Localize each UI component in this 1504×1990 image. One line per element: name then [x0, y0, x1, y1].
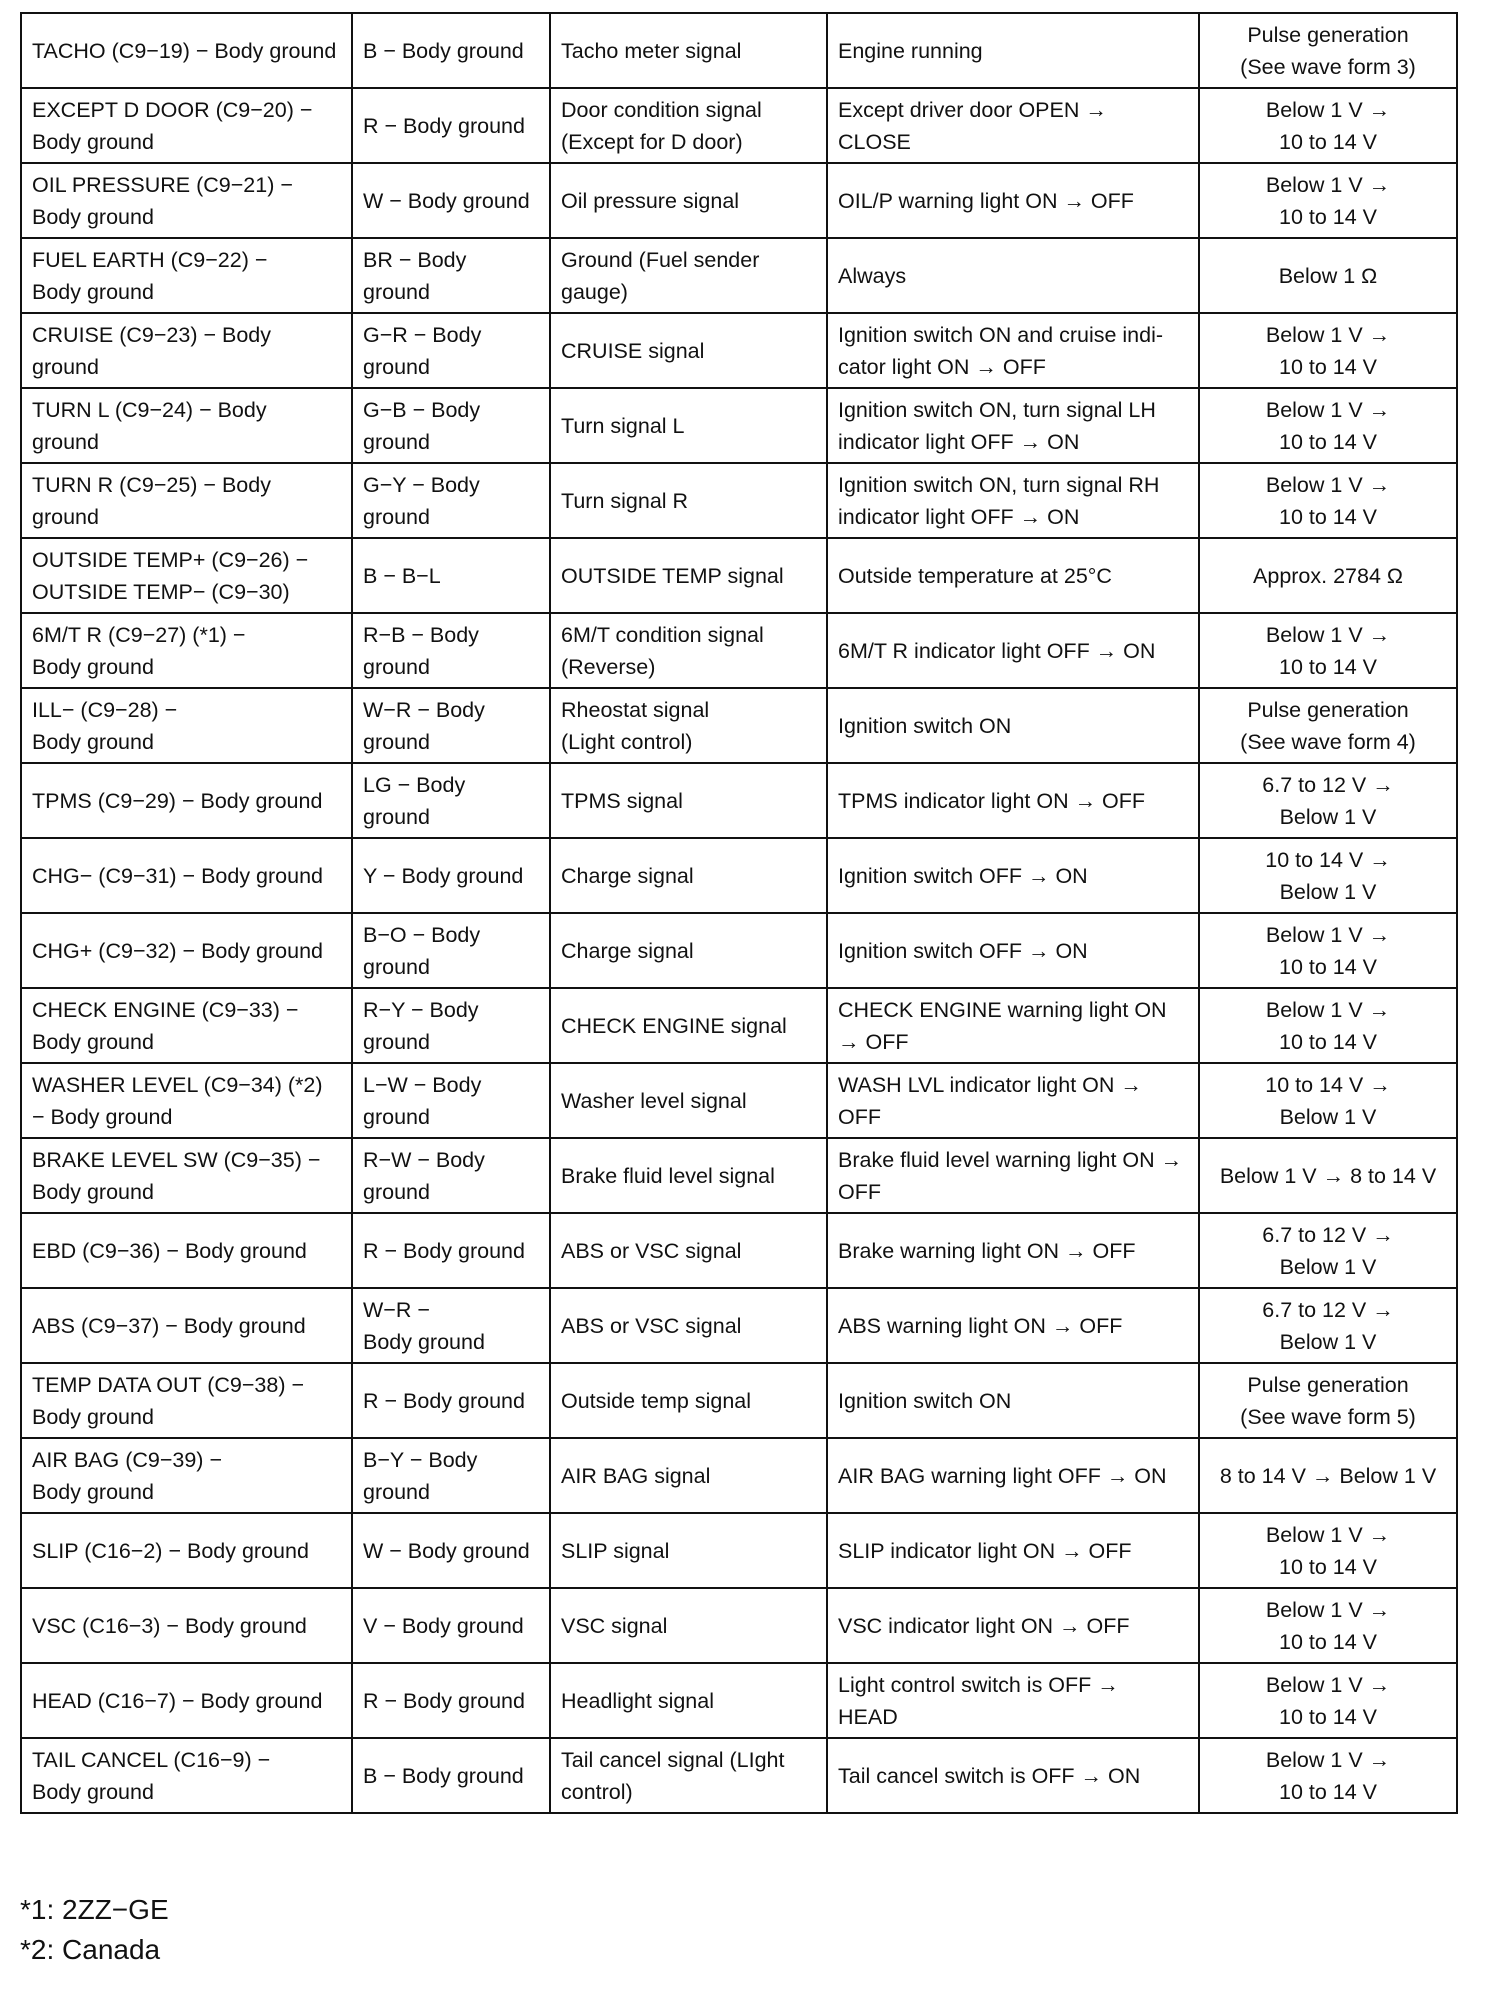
- wire-cell: R − Body ground: [352, 88, 550, 163]
- condition-cell: ABS warning light ON → OFF: [827, 1288, 1199, 1363]
- terminal-cell: TURN L (C9−24) − Body ground: [21, 388, 352, 463]
- wire-cell: V − Body ground: [352, 1588, 550, 1663]
- spec-cell: Pulse generation (See wave form 4): [1199, 688, 1457, 763]
- table-row: [21, 1063, 1457, 1138]
- spec-cell: Below 1 V → 10 to 14 V: [1199, 1513, 1457, 1588]
- terminal-cell: OUTSIDE TEMP+ (C9−26) − OUTSIDE TEMP− (C9−30): [21, 538, 352, 613]
- footnote-2: *2: Canada: [20, 1934, 161, 1965]
- description-cell: ABS or VSC signal: [550, 1288, 827, 1363]
- wire-cell: R − Body ground: [352, 1663, 550, 1738]
- table-row: [21, 88, 1457, 163]
- table-row: [21, 613, 1457, 688]
- condition-cell: Tail cancel switch is OFF → ON: [827, 1738, 1199, 1813]
- condition-cell: SLIP indicator light ON → OFF: [827, 1513, 1199, 1588]
- terminal-cell: FUEL EARTH (C9−22) − Body ground: [21, 238, 352, 313]
- table-row: [21, 688, 1457, 763]
- description-cell: Oil pressure signal: [550, 163, 827, 238]
- spec-cell: 6.7 to 12 V → Below 1 V: [1199, 1288, 1457, 1363]
- terminal-cell: OIL PRESSURE (C9−21) − Body ground: [21, 163, 352, 238]
- wire-cell: LG − Body ground: [352, 763, 550, 838]
- condition-cell: 6M/T R indicator light OFF → ON: [827, 613, 1199, 688]
- spec-cell: Below 1 V → 10 to 14 V: [1199, 988, 1457, 1063]
- wire-cell: R−Y − Body ground: [352, 988, 550, 1063]
- wire-cell: W−R − Body ground: [352, 688, 550, 763]
- condition-cell: WASH LVL indicator light ON → OFF: [827, 1063, 1199, 1138]
- description-cell: CHECK ENGINE signal: [550, 988, 827, 1063]
- wire-cell: BR − Body ground: [352, 238, 550, 313]
- condition-cell: Ignition switch ON: [827, 688, 1199, 763]
- condition-cell: TPMS indicator light ON → OFF: [827, 763, 1199, 838]
- condition-cell: Ignition switch OFF → ON: [827, 838, 1199, 913]
- spec-cell: Approx. 2784 Ω: [1199, 538, 1457, 613]
- spec-cell: Below 1 V → 10 to 14 V: [1199, 613, 1457, 688]
- spec-cell: Below 1 V → 10 to 14 V: [1199, 1663, 1457, 1738]
- wire-cell: B−O − Body ground: [352, 913, 550, 988]
- description-cell: Charge signal: [550, 913, 827, 988]
- spec-cell: Below 1 V → 10 to 14 V: [1199, 913, 1457, 988]
- spec-cell: 6.7 to 12 V → Below 1 V: [1199, 1213, 1457, 1288]
- condition-cell: Brake fluid level warning light ON → OFF: [827, 1138, 1199, 1213]
- wire-cell: B − B−L: [352, 538, 550, 613]
- spec-cell: Pulse generation (See wave form 5): [1199, 1363, 1457, 1438]
- terminal-cell: TURN R (C9−25) − Body ground: [21, 463, 352, 538]
- table-row: [21, 1213, 1457, 1288]
- footnote-1: *1: 2ZZ−GE: [20, 1894, 169, 1925]
- table-row: [21, 1438, 1457, 1513]
- spec-cell: Below 1 V → 8 to 14 V: [1199, 1138, 1457, 1213]
- spec-cell: Below 1 V → 10 to 14 V: [1199, 163, 1457, 238]
- spec-cell: 8 to 14 V → Below 1 V: [1199, 1438, 1457, 1513]
- terminal-cell: CHG− (C9−31) − Body ground: [21, 838, 352, 913]
- table-row: [21, 913, 1457, 988]
- spec-cell: Pulse generation (See wave form 3): [1199, 13, 1457, 88]
- description-cell: 6M/T condition signal (Reverse): [550, 613, 827, 688]
- spec-cell: Below 1 Ω: [1199, 238, 1457, 313]
- description-cell: AIR BAG signal: [550, 1438, 827, 1513]
- table-row: [21, 538, 1457, 613]
- spec-cell: Below 1 V → 10 to 14 V: [1199, 88, 1457, 163]
- terminal-cell: CRUISE (C9−23) − Body ground: [21, 313, 352, 388]
- condition-cell: Ignition switch ON and cruise indi- cator light ON → OFF: [827, 313, 1199, 388]
- wire-cell: L−W − Body ground: [352, 1063, 550, 1138]
- spec-cell: Below 1 V → 10 to 14 V: [1199, 1738, 1457, 1813]
- terminal-cell: ILL− (C9−28) − Body ground: [21, 688, 352, 763]
- description-cell: Outside temp signal: [550, 1363, 827, 1438]
- condition-cell: CHECK ENGINE warning light ON → OFF: [827, 988, 1199, 1063]
- terminal-cell: WASHER LEVEL (C9−34) (*2) − Body ground: [21, 1063, 352, 1138]
- terminal-cell: EBD (C9−36) − Body ground: [21, 1213, 352, 1288]
- condition-cell: Brake warning light ON → OFF: [827, 1213, 1199, 1288]
- spec-cell: Below 1 V → 10 to 14 V: [1199, 313, 1457, 388]
- terminal-cell: CHG+ (C9−32) − Body ground: [21, 913, 352, 988]
- description-cell: Rheostat signal (Light control): [550, 688, 827, 763]
- description-cell: OUTSIDE TEMP signal: [550, 538, 827, 613]
- description-cell: Brake fluid level signal: [550, 1138, 827, 1213]
- condition-cell: VSC indicator light ON → OFF: [827, 1588, 1199, 1663]
- wire-cell: W − Body ground: [352, 1513, 550, 1588]
- terminal-spec-table: [20, 12, 1458, 1814]
- wire-cell: G−R − Body ground: [352, 313, 550, 388]
- terminal-cell: CHECK ENGINE (C9−33) − Body ground: [21, 988, 352, 1063]
- spec-cell: 10 to 14 V → Below 1 V: [1199, 838, 1457, 913]
- wire-cell: W−R − Body ground: [352, 1288, 550, 1363]
- table-row: [21, 838, 1457, 913]
- table-row: [21, 1513, 1457, 1588]
- table-row: [21, 1288, 1457, 1363]
- wire-cell: B − Body ground: [352, 13, 550, 88]
- spec-cell: Below 1 V → 10 to 14 V: [1199, 388, 1457, 463]
- description-cell: VSC signal: [550, 1588, 827, 1663]
- table-row: [21, 1663, 1457, 1738]
- terminal-cell: AIR BAG (C9−39) − Body ground: [21, 1438, 352, 1513]
- condition-cell: OIL/P warning light ON → OFF: [827, 163, 1199, 238]
- table-row: [21, 1138, 1457, 1213]
- wire-cell: R − Body ground: [352, 1363, 550, 1438]
- description-cell: Headlight signal: [550, 1663, 827, 1738]
- condition-cell: AIR BAG warning light OFF → ON: [827, 1438, 1199, 1513]
- table-row: [21, 238, 1457, 313]
- spec-cell: 10 to 14 V → Below 1 V: [1199, 1063, 1457, 1138]
- wire-cell: R−W − Body ground: [352, 1138, 550, 1213]
- terminal-cell: TAIL CANCEL (C16−9) − Body ground: [21, 1738, 352, 1813]
- description-cell: Washer level signal: [550, 1063, 827, 1138]
- condition-cell: Except driver door OPEN → CLOSE: [827, 88, 1199, 163]
- wire-cell: R−B − Body ground: [352, 613, 550, 688]
- terminal-spec-table-body: [21, 13, 1457, 1813]
- condition-cell: Engine running: [827, 13, 1199, 88]
- wire-cell: B − Body ground: [352, 1738, 550, 1813]
- description-cell: ABS or VSC signal: [550, 1213, 827, 1288]
- description-cell: Turn signal R: [550, 463, 827, 538]
- wire-cell: G−B − Body ground: [352, 388, 550, 463]
- description-cell: Turn signal L: [550, 388, 827, 463]
- spec-cell: 6.7 to 12 V → Below 1 V: [1199, 763, 1457, 838]
- condition-cell: Ignition switch OFF → ON: [827, 913, 1199, 988]
- condition-cell: Always: [827, 238, 1199, 313]
- table-row: [21, 313, 1457, 388]
- condition-cell: Light control switch is OFF → HEAD: [827, 1663, 1199, 1738]
- terminal-cell: TPMS (C9−29) − Body ground: [21, 763, 352, 838]
- condition-cell: Outside temperature at 25°C: [827, 538, 1199, 613]
- terminal-cell: ABS (C9−37) − Body ground: [21, 1288, 352, 1363]
- spec-cell: Below 1 V → 10 to 14 V: [1199, 463, 1457, 538]
- description-cell: Tail cancel signal (LIght control): [550, 1738, 827, 1813]
- wire-cell: W − Body ground: [352, 163, 550, 238]
- description-cell: Tacho meter signal: [550, 13, 827, 88]
- table-row: [21, 763, 1457, 838]
- table-row: [21, 1363, 1457, 1438]
- terminal-cell: HEAD (C16−7) − Body ground: [21, 1663, 352, 1738]
- table-row: [21, 388, 1457, 463]
- table-row: [21, 463, 1457, 538]
- wire-cell: G−Y − Body ground: [352, 463, 550, 538]
- description-cell: Door condition signal (Except for D door): [550, 88, 827, 163]
- table-row: [21, 13, 1457, 88]
- terminal-cell: BRAKE LEVEL SW (C9−35) − Body ground: [21, 1138, 352, 1213]
- description-cell: Ground (Fuel sender gauge): [550, 238, 827, 313]
- terminal-cell: EXCEPT D DOOR (C9−20) − Body ground: [21, 88, 352, 163]
- condition-cell: Ignition switch ON, turn signal LH indicator light OFF → ON: [827, 388, 1199, 463]
- wire-cell: R − Body ground: [352, 1213, 550, 1288]
- terminal-cell: TACHO (C9−19) − Body ground: [21, 13, 352, 88]
- condition-cell: Ignition switch ON: [827, 1363, 1199, 1438]
- table-row: [21, 1738, 1457, 1813]
- condition-cell: Ignition switch ON, turn signal RH indicator light OFF → ON: [827, 463, 1199, 538]
- terminal-cell: TEMP DATA OUT (C9−38) − Body ground: [21, 1363, 352, 1438]
- footnotes: [20, 1890, 169, 1970]
- description-cell: TPMS signal: [550, 763, 827, 838]
- terminal-cell: SLIP (C16−2) − Body ground: [21, 1513, 352, 1588]
- table-row: [21, 988, 1457, 1063]
- description-cell: SLIP signal: [550, 1513, 827, 1588]
- terminal-cell: 6M/T R (C9−27) (*1) − Body ground: [21, 613, 352, 688]
- description-cell: Charge signal: [550, 838, 827, 913]
- spec-cell: Below 1 V → 10 to 14 V: [1199, 1588, 1457, 1663]
- terminal-cell: VSC (C16−3) − Body ground: [21, 1588, 352, 1663]
- wire-cell: B−Y − Body ground: [352, 1438, 550, 1513]
- description-cell: CRUISE signal: [550, 313, 827, 388]
- wire-cell: Y − Body ground: [352, 838, 550, 913]
- table-row: [21, 163, 1457, 238]
- table-row: [21, 1588, 1457, 1663]
